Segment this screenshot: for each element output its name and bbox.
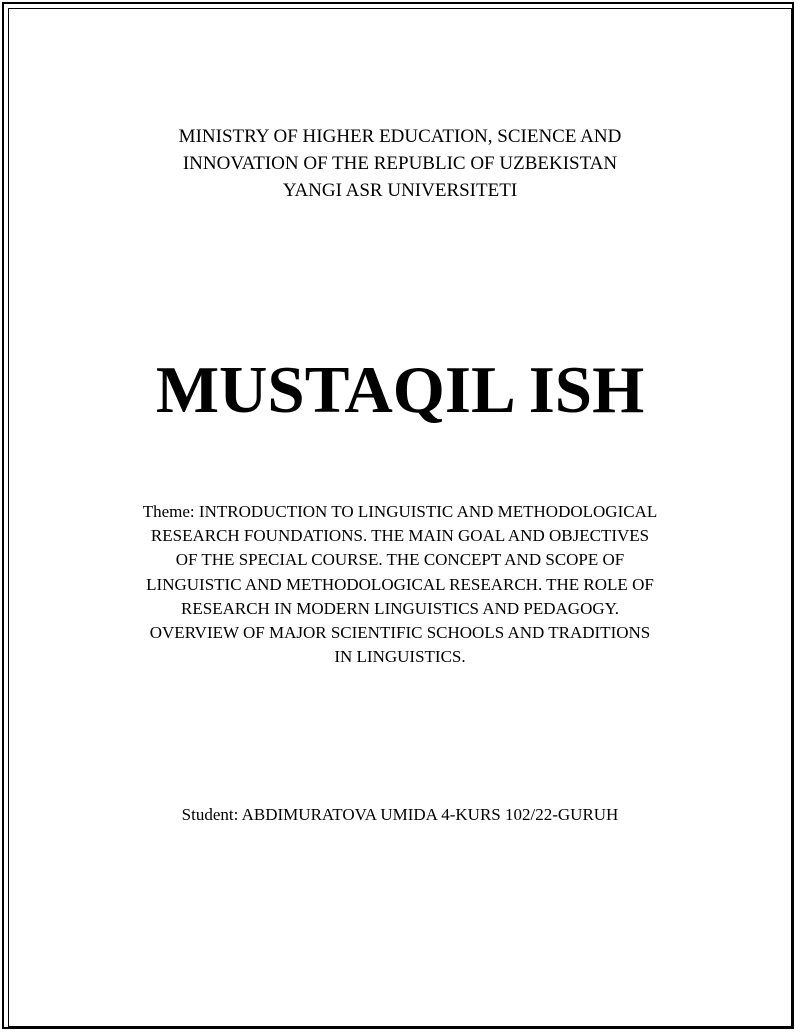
document-title: MUSTAQIL ISH <box>155 353 645 427</box>
theme-line-2: RESEARCH FOUNDATIONS. THE MAIN GOAL AND OBJECTIVES <box>150 526 650 546</box>
theme-line-5: RESEARCH IN MODERN LINGUISTICS AND PEDAGOGY. <box>181 598 619 618</box>
ministry-line-2: INNOVATION OF THE REPUBLIC OF UZBEKISTAN <box>182 153 618 174</box>
theme-line-7: IN LINGUISTICS. <box>334 647 466 667</box>
theme-line-1: Theme: INTRODUCTION TO LINGUISTIC AND METHODOLOGICAL <box>142 502 658 521</box>
institution-header <box>0 123 800 204</box>
ministry-line-1: MINISTRY OF HIGHER EDUCATION, SCIENCE AND <box>178 126 622 147</box>
university-name: YANGI ASR UNIVERSITETI <box>282 180 518 201</box>
student-info: Student: ABDIMURATOVA UMIDA 4-KURS 102/22-GURUH <box>181 805 619 824</box>
theme-line-3: OF THE SPECIAL COURSE. THE CONCEPT AND SCOPE OF <box>175 550 625 570</box>
theme-line-6: OVERVIEW OF MAJOR SCIENTIFIC SCHOOLS AND TRADITIONS <box>149 623 651 643</box>
theme-line-4: LINGUISTIC AND METHODOLOGICAL RESEARCH. THE ROLE OF <box>146 574 654 594</box>
theme-paragraph <box>110 500 690 669</box>
